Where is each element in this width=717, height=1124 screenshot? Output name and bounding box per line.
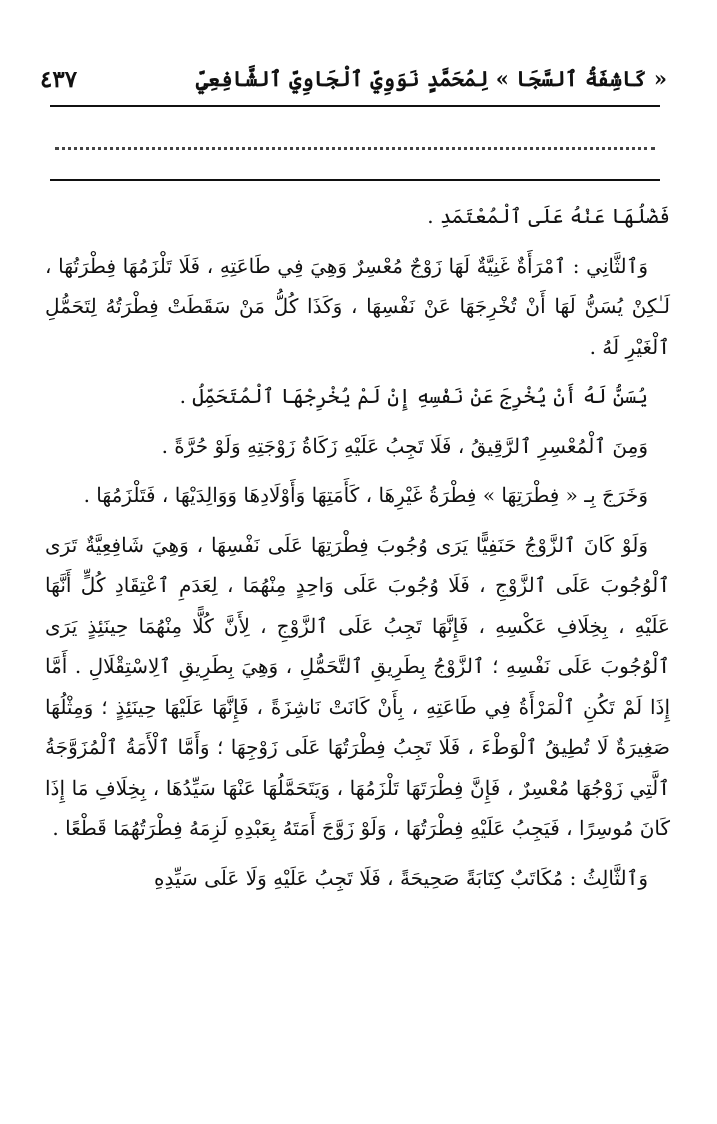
running-title: « كَاشِفَةُ ٱلسَّجَا » لِمُحَمَّدٍ نَوَوِيِّ ٱلْجَاوِيِّ ٱلشَّافِعِيِّ (195, 66, 667, 91)
paragraph: وَٱلثَّالِثُ : مُكَاتَبٌ كِتَابَةً صَحِيحَةً ، فَلَا تَجِبُ عَلَيْهِ وَلَا عَلَى سَيِّدِهِ (154, 865, 648, 890)
paragraph: وَلَوْ كَانَ ٱلزَّوْجُ حَنَفِيًّا يَرَى وُجُوبَ فِطْرَتِهَا عَلَى نَفْسِهَا ، وَهِيَ شَافِعِيَّةٌ تَرَى ٱلْوُجُوبَ عَلَى ٱلزَّوْجِ ، فَلَا وُجُوبَ عَلَى وَاحِدٍ مِنْهُمَا ، لِعَدَمِ ٱعْتِقَادِ كُلٍّ أَنَّهَا عَلَيْهِ ، بِخِلَافِ عَكْسِهِ ، فَإِنَّهَا تَجِبُ عَلَى ٱلزَّوْجِ ، لِأَنَّ كُلًّا مِنْهُمَا حِينَئِذٍ يَرَى ٱلْوُجُوبَ عَلَى نَفْسِهِ ؛ ٱلزَّوْجُ بِطَرِيقِ ٱلتَّحَمُّلِ ، وَهِيَ بِطَرِيقِ ٱلِاسْتِقْلَالِ . أَمَّا إِذَا لَمْ تَكُنِ ٱلْمَرْأَةُ فِي طَاعَتِهِ ، بِأَنْ كَانَتْ نَاشِزَةً ، فَإِنَّهَا عَلَيْهَا حِينَئِذٍ ؛ وَمِثْلُهَا صَغِيرَةٌ لَا تُطِيقُ ٱلْوَطْءَ ، فَلَا تَجِبُ فِطْرَتُهَا عَلَى زَوْجِهَا ؛ وَأَمَّا ٱلْأَمَةُ ٱلْمُزَوَّجَةُ ٱلَّتِي زَوْجُهَا مُعْسِرٌ ، فَإِنَّ فِطْرَتَهَا تَلْزَمُهَا ، وَيَتَحَمَّلُهَا عَنْهَا سَيِّدُهَا ، بِخِلَافِ مَا إِذَا كَانَ مُوسِرًا ، فَيَجِبُ عَلَيْهِ فِطْرَتُهَا ، وَلَوْ زَوَّجَ أَمَتَهُ بِعَبْدِهِ لَزِمَهُ فِطْرَتُهُمَا قَطْعًا . (45, 532, 670, 840)
page-number: ٤٣٧ (40, 66, 78, 93)
dotted-separator (55, 130, 655, 150)
paragraph: يُسَنُّ لَهُ أَنْ يُخْرِجَ عَنْ نَفْسِهِ إِنْ لَمْ يُخْرِجْهَا ٱلْمُتَحَمِّلُ . (179, 384, 648, 408)
paragraph: وَٱلثَّانِي : ٱمْرَأَةٌ غَنِيَّةٌ لَهَا زَوْجٌ مُعْسِرٌ وَهِيَ فِي طَاعَتِهِ ، فَلَا تَلْزَمُهَا فِطْرَتُهَا ، لَـٰكِنْ يُسَنُّ لَهَا أَنْ تُخْرِجَهَا عَنْ نَفْسِهَا ، وَكَذَا كُلُّ مَنْ سَقَطَتْ فِطْرَتُهُ لِتَحَمُّلِ ٱلْغَيْرِ لَهُ . (45, 253, 670, 359)
header-rule (50, 105, 660, 107)
paragraph: وَمِنَ ٱلْمُعْسِرِ ٱلرَّقِيقُ ، فَلَا تَجِبُ عَلَيْهِ زَكَاةُ زَوْجَتِهِ وَلَوْ حُرَّةً . (161, 433, 648, 458)
paragraph: وَخَرَجَ بِـ « فِطْرَتِهَا » فِطْرَةُ غَيْرِهَا ، كَأَمَتِهَا وَأَوْلَادِهَا وَوَالِدَيْهَا ، فَتَلْزَمُهَا . (83, 483, 648, 507)
paragraph-continuation: فَضْلُهَا عَنْهُ عَلَى ٱلْمُعْتَمَدِ . (427, 204, 670, 228)
body-text (45, 196, 670, 907)
page-header (40, 60, 667, 104)
footnote-separator-rule (50, 179, 660, 181)
